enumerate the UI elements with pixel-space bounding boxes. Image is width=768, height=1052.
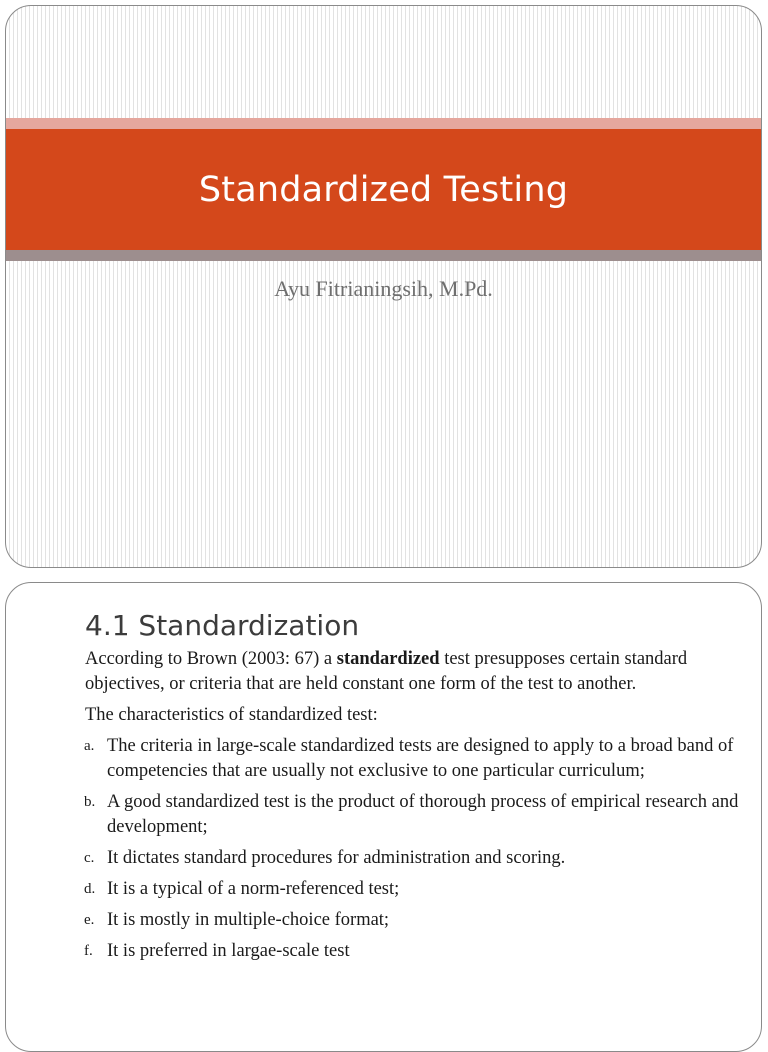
- accent-band-bottom: [6, 250, 761, 261]
- list-item-text: The criteria in large-scale standardized tests are designed to apply to a broad band of competencies that are usually not exclusive to one particular curriculum;: [107, 736, 734, 781]
- list-item-text: It is preferred in largae-scale test: [107, 941, 350, 961]
- list-item: [85, 908, 745, 933]
- list-marker: a.: [84, 738, 95, 754]
- slide-title: Standardized Testing: [198, 169, 569, 210]
- list-marker: c.: [84, 850, 95, 866]
- content-slide: [5, 582, 762, 1052]
- intro-bold-term: standardized: [336, 649, 440, 669]
- title-slide: [5, 5, 762, 568]
- list-marker: f.: [84, 943, 93, 959]
- intro-text-end: test presupposes certain standard objectives, or criteria that are held constant one form of the test to another.: [85, 649, 688, 694]
- list-item: [85, 846, 745, 871]
- list-title: The characteristics of standardized test:: [85, 705, 378, 725]
- list-marker: d.: [84, 881, 96, 897]
- list-item-text: It dictates standard procedures for administration and scoring.: [107, 848, 566, 868]
- accent-band-top: [6, 118, 761, 129]
- title-band: [6, 129, 761, 250]
- list-item: [85, 939, 745, 964]
- list-item-text: A good standardized test is the product of thorough process of empirical research and development;: [107, 792, 739, 837]
- slide-subtitle: Ayu Fitrianingsih, M.Pd.: [274, 276, 493, 301]
- list-item: [85, 790, 745, 840]
- list-item-text: It is a typical of a norm-referenced test;: [107, 879, 400, 899]
- intro-paragraph: [85, 647, 745, 697]
- list-marker: b.: [84, 794, 96, 810]
- section-heading: 4.1 Standardization: [85, 609, 360, 642]
- list-item: [85, 734, 745, 784]
- list-item-text: It is mostly in multiple-choice format;: [107, 910, 390, 930]
- list-marker: e.: [84, 912, 95, 928]
- list-item: [85, 877, 745, 902]
- intro-text-start: According to Brown (2003: 67) a: [85, 649, 337, 669]
- slide-body: [85, 647, 745, 970]
- characteristics-list: [85, 734, 745, 964]
